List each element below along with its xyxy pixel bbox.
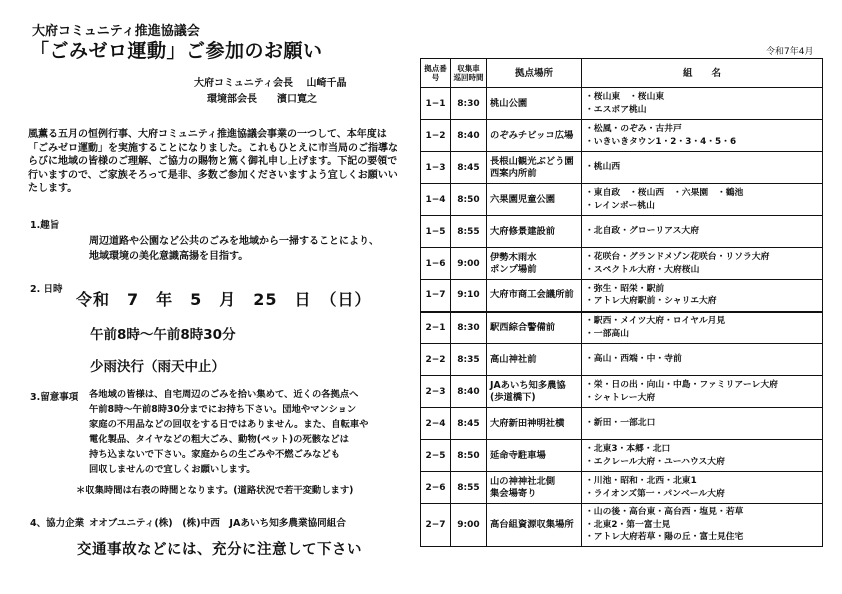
- group-line: ・スペクトル大府・大府桜山: [585, 264, 700, 275]
- location-line: のぞみチビッコ広場: [490, 129, 574, 141]
- group-line: ・エスポア桃山: [585, 104, 647, 115]
- event-date: 令和 7 年 5 月 25 日 （日）: [76, 290, 372, 309]
- group-names: [582, 120, 823, 152]
- collection-location: [487, 440, 582, 472]
- collection-time: 9:10: [451, 280, 487, 312]
- group-line: ・松風・のぞみ・古井戸: [585, 124, 682, 134]
- location-line: 西案内所前: [490, 167, 537, 179]
- location-line: 集会場寄り: [490, 487, 537, 499]
- group-line: ・一部高山: [585, 328, 629, 339]
- point-number: 1−2: [421, 120, 451, 152]
- collection-time: 9:00: [451, 248, 487, 280]
- location-line: 大府市商工会議所前: [490, 289, 574, 301]
- point-number: 1−1: [421, 88, 451, 120]
- collection-schedule-table: [420, 58, 823, 547]
- table-row: [421, 248, 823, 280]
- group-line: ・アトレ大府若草・陽の丘・富士見住宅: [585, 532, 744, 543]
- group-line: ・弥生・昭栄・駅前: [585, 283, 665, 294]
- group-names: [582, 248, 823, 280]
- collection-location: [487, 376, 582, 408]
- group-line: ・新田・一部北口: [585, 418, 656, 429]
- table-row: [421, 472, 823, 504]
- header-location: 拠点場所: [487, 59, 582, 88]
- collection-location: [487, 408, 582, 440]
- issue-date: 令和7年4月: [766, 47, 814, 57]
- table-row: [421, 184, 823, 216]
- group-line: ・桃山西: [585, 162, 621, 173]
- collection-location: [487, 152, 582, 184]
- location-line: 高台組資源収集場所: [490, 519, 574, 530]
- group-names: [582, 152, 823, 184]
- chair-signature: 大府コミュニティ会長 山崎千晶: [194, 78, 347, 89]
- collection-time: 9:00: [451, 504, 487, 547]
- location-line: 桃山公園: [490, 97, 528, 109]
- collection-time: 8:30: [451, 88, 487, 120]
- group-names: [582, 376, 823, 408]
- env-chair-signature: 環境部会長 濱口寛之: [207, 94, 317, 105]
- table-row: [421, 376, 823, 408]
- table-row: [421, 152, 823, 184]
- group-line: ・花咲台・グランドメゾン花咲台・リソラ大府: [585, 252, 770, 262]
- table-row: [421, 440, 823, 472]
- location-line: 高山神社前: [490, 353, 537, 365]
- point-number: 1−4: [421, 184, 451, 216]
- group-names: [582, 88, 823, 120]
- collection-location: [487, 344, 582, 376]
- group-names: [582, 344, 823, 376]
- intro-paragraph: 風薫る五月の恒例行事、大府コミュニティ推進協議会事業の一つして、本年度は「ごみゼロ運動」を実施することになりました。これもひとえに市当局のご指導ならびに地域の皆様のご理解、ご協力の賜物と篤く御礼申し上げます。下記の要領で行いますので、ご家族そろって是非、多数ご参加くださいますよう宜しくお願いいたします。: [28, 129, 398, 194]
- collection-time: 8:35: [451, 344, 487, 376]
- location-line: 延命寺駐車場: [490, 449, 546, 461]
- collection-location: [487, 88, 582, 120]
- group-line: ・栄・日の出・向山・中島・ファミリアーレ大府: [585, 380, 778, 390]
- datetime-heading: 2. 日時: [30, 284, 63, 295]
- group-names: [582, 504, 823, 547]
- traffic-warning: 交通事故などには、充分に注意して下さい: [77, 542, 362, 558]
- collection-location: [487, 280, 582, 312]
- collection-location: [487, 184, 582, 216]
- group-line: ・レインボー桃山: [585, 200, 655, 211]
- group-names: [582, 280, 823, 312]
- point-number: 2−3: [421, 376, 451, 408]
- note-line: 家庭の不用品などの回収をする日ではありません。また、自転車や: [89, 419, 369, 431]
- collection-location: [487, 216, 582, 248]
- group-line: ・エクレール大府・ユーハウス大府: [585, 456, 725, 467]
- note-line: 持ち込まないで下さい。家庭からの生ごみや不燃ごみなども: [89, 449, 341, 461]
- collection-time: 8:50: [451, 440, 487, 472]
- partners-heading: 4、協力企業: [30, 518, 85, 529]
- group-line: ・川池・昭和・北西・北東1: [585, 476, 697, 486]
- purpose-line-1: 周辺道路や公園など公共のごみを地域から一掃することにより、: [89, 236, 379, 247]
- table-row: [421, 504, 823, 547]
- point-number: 1−5: [421, 216, 451, 248]
- group-names: [582, 408, 823, 440]
- collection-time: 8:40: [451, 376, 487, 408]
- group-names: [582, 216, 823, 248]
- location-line: 六果園児童公園: [490, 193, 556, 205]
- group-names: [582, 440, 823, 472]
- point-number: 2−1: [421, 312, 451, 344]
- collection-location: [487, 472, 582, 504]
- table-row: [421, 120, 823, 152]
- rain-policy: 少雨決行（雨天中止）: [90, 359, 225, 375]
- table-row: [421, 312, 823, 344]
- group-line: ・シャトレー大府: [585, 392, 656, 403]
- note-line: 各地域の皆様は、自宅周辺のごみを拾い集めて、近くの各拠点へ: [89, 389, 359, 400]
- group-line: ・いきいきタウン1・2・3・4・5・6: [585, 136, 737, 147]
- purpose-line-2: 地域環境の美化意識高揚を目指す。: [89, 251, 249, 262]
- location-line: (歩道橋下): [490, 391, 536, 403]
- point-number: 1−7: [421, 280, 451, 312]
- page-title: 「ごみゼロ運動」ご参加のお願い: [30, 40, 323, 62]
- point-number: 2−6: [421, 472, 451, 504]
- table-row: [421, 408, 823, 440]
- location-line: 伊勢木雨水: [490, 251, 537, 263]
- collection-location: [487, 504, 582, 547]
- location-line: 山の神神社北側: [490, 475, 556, 487]
- table-row: [421, 88, 823, 120]
- header-groups: 組 名: [582, 59, 823, 88]
- event-time: 午前8時～午前8時30分: [90, 327, 236, 343]
- point-number: 1−6: [421, 248, 451, 280]
- collection-time: 8:55: [451, 472, 487, 504]
- collection-time: 8:50: [451, 184, 487, 216]
- point-number: 2−5: [421, 440, 451, 472]
- collection-time: 8:45: [451, 152, 487, 184]
- collection-time: 8:55: [451, 216, 487, 248]
- collection-location: [487, 248, 582, 280]
- table-row: [421, 344, 823, 376]
- point-number: 2−2: [421, 344, 451, 376]
- group-line: ・北東3・本郷・北口: [585, 444, 671, 454]
- group-line: ・駅西・メイツ大府・ロイヤル月見: [585, 316, 726, 327]
- point-number: 2−4: [421, 408, 451, 440]
- location-line: ポンプ場前: [490, 263, 537, 275]
- partners-list: オオブユニティ(株) (株)中西 JAあいち知多農業協同組合: [89, 518, 346, 529]
- table-header-row: [421, 59, 823, 88]
- location-line: 大府修景建設前: [490, 225, 556, 237]
- group-line: ・アトレ大府駅前・シャリエ大府: [585, 296, 717, 307]
- collection-location: [487, 312, 582, 344]
- location-line: JAあいち知多農協: [490, 379, 566, 391]
- table-row: [421, 216, 823, 248]
- location-line: 駅西綜合警備前: [490, 321, 556, 333]
- group-line: ・北東2・第一富士見: [585, 519, 671, 530]
- location-line: 大府新田神明社横: [490, 417, 565, 429]
- purpose-heading: 1.趣旨: [30, 220, 60, 231]
- group-names: [582, 312, 823, 344]
- group-line: ・北自政・グローリアス大府: [585, 226, 700, 237]
- group-line: ・ライオンズ第一・パンベール大府: [585, 488, 725, 499]
- note-line: 回収しませんので宜しくお願いします。: [89, 464, 256, 476]
- collection-time: 8:40: [451, 120, 487, 152]
- header-point-number: 拠点番号: [421, 59, 451, 88]
- location-line: 長根山観光ぶどう園: [490, 155, 574, 167]
- notes-body: [89, 387, 368, 478]
- group-line: ・桜山東 ・桜山東: [585, 92, 665, 102]
- collection-location: [487, 120, 582, 152]
- group-names: [582, 184, 823, 216]
- collection-time: 8:45: [451, 408, 487, 440]
- header-collection-time: 収集車 巡回時間: [451, 59, 487, 88]
- collection-time: 8:30: [451, 312, 487, 344]
- note-line: 午前8時～午前8時30分までにお持ち下さい。団地やマンション: [89, 404, 357, 416]
- point-number: 2−7: [421, 504, 451, 547]
- organization-name: 大府コミュニティ推進協議会: [32, 24, 200, 39]
- table-row: [421, 280, 823, 312]
- note-line: 電化製品、タイヤなどの粗大ごみ、動物(ペット)の死骸などは: [89, 434, 349, 446]
- group-names: [582, 472, 823, 504]
- point-number: 1−3: [421, 152, 451, 184]
- notes-heading: 3.留意事項: [30, 392, 79, 403]
- collection-footnote: ＊収集時間は右表の時間となります。(道路状況で若干変動します): [76, 485, 354, 496]
- group-line: ・高山・西端・中・寺前: [585, 354, 682, 365]
- group-line: ・山の後・高台東・高台西・塩見・若草: [585, 507, 744, 518]
- group-line: ・東自政 ・桜山西 ・六果園 ・鶴池: [585, 188, 744, 198]
